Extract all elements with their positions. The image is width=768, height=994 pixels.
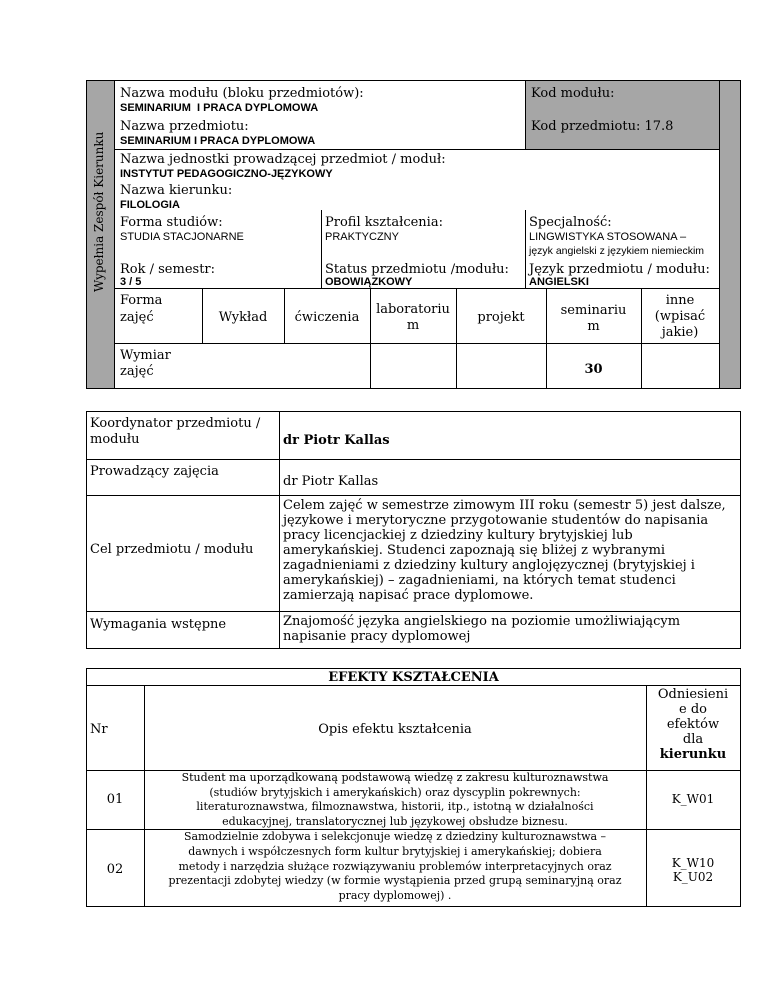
- hours-label-2: zajęć: [120, 364, 154, 379]
- teacher-label: Prowadzący zajęcia: [90, 464, 219, 479]
- goal-line: pracy licencjackiej z dziedziny kultury brytyjskiej lub: [283, 528, 633, 543]
- lecture-header: Wykład: [218, 310, 268, 325]
- outcome-reference-line: K_U02: [672, 870, 714, 884]
- seminar-header: seminariu: [560, 303, 627, 318]
- outcome-line: Samodzielnie zdobywa i selekcjonuje wiedzę z dziedziny kulturoznawstwa –: [183, 830, 607, 843]
- column-reference-line: e do: [679, 702, 707, 717]
- module-code-label: Kod modułu:: [531, 86, 615, 101]
- subject-name-value: SEMINARIUM I PRACA DYPLOMOWA: [120, 135, 316, 147]
- column-nr: Nr: [90, 722, 108, 737]
- lab-header-2: m: [406, 318, 420, 333]
- goal-line: amerykańskiej. Studenci zapoznają się bliżej z wybranymi: [283, 543, 666, 558]
- other-header: inne: [665, 293, 695, 308]
- outcome-description: [146, 771, 644, 829]
- outcome-line: pracy dyplomowej) .: [338, 889, 452, 903]
- outcomes-title: EFEKTY KSZTAŁCENIA: [328, 670, 499, 685]
- specialty-label: Specjalność:: [529, 215, 612, 230]
- other-header-3: jakie): [661, 325, 699, 340]
- outcome-description: [146, 830, 644, 904]
- subject-name-label: Nazwa przedmiotu:: [120, 119, 249, 134]
- outcome-line: dawnych i współczesnych form kultur brytyjskiej i amerykańskiej; dobiera: [188, 844, 602, 858]
- status-value: OBOWIĄZKOWY: [325, 276, 413, 288]
- outcome-reference: [646, 856, 740, 884]
- goal-line: Celem zajęć w semestrze zimowym III roku (semestr 5) jest dalsze,: [283, 498, 726, 513]
- goal-text: [283, 498, 739, 603]
- goal-label: Cel przedmiotu / modułu: [90, 542, 254, 557]
- column-reference-line: dla: [682, 732, 704, 747]
- outcome-line: Student ma uporządkowaną podstawową wiedzę z zakresu kulturoznawstwa: [181, 771, 609, 784]
- outcome-line: (studiów brytyjskich i amerykańskich) oraz dyscyplin pokrewnych:: [209, 785, 581, 799]
- outcome-line: literaturoznawstwa, filmoznawstwa, historii, itp., istotną w działalności: [196, 800, 594, 813]
- specialty-value: LINGWISTYKA STOSOWANA –: [529, 231, 687, 243]
- form-label-2: zajęć: [120, 310, 154, 325]
- coordinator-label: Koordynator przedmiotu /: [90, 416, 261, 431]
- outcome-line: prezentacji zdobytej wiedzy (w formie wystąpienia przed grupą seminaryjną oraz: [168, 874, 622, 888]
- field-value: FILOLOGIA: [120, 199, 180, 211]
- study-form-value: STUDIA STACJONARNE: [120, 231, 244, 243]
- other-header-2: (wpisać: [654, 309, 706, 324]
- goal-line: zagadnieniami z dziedziny kultury anglojęzycznej (brytyjskiej i: [283, 558, 695, 573]
- module-name-label: Nazwa modułu (bloku przedmiotów):: [120, 86, 364, 101]
- language-label: Język przedmiotu / modułu:: [529, 262, 710, 277]
- requirements-label: Wymagania wstępne: [90, 617, 227, 632]
- hours-label: Wymiar: [120, 348, 171, 363]
- unit-value: INSTYTUT PEDAGOGICZNO-JĘZYKOWY: [120, 168, 333, 180]
- outcome-nr: 02: [106, 862, 124, 877]
- profile-value: PRAKTYCZNY: [325, 231, 399, 243]
- column-reference-line: Odniesieni: [657, 687, 729, 702]
- goal-line: zamierzają napisać prace dyplomowe.: [283, 588, 534, 603]
- seminar-header-2: m: [587, 319, 600, 334]
- module-name-value: SEMINARIUM I PRACA DYPLOMOWA: [120, 102, 319, 114]
- project-header: projekt: [477, 310, 525, 325]
- field-label: Nazwa kierunku:: [120, 183, 233, 198]
- unit-label: Nazwa jednostki prowadzącej przedmiot / moduł:: [120, 152, 446, 167]
- goal-line: amerykańskiej) – zagadnieniami, na których temat studenci: [283, 573, 676, 588]
- status-label: Status przedmiotu /modułu:: [325, 262, 509, 277]
- coordinator-value: dr Piotr Kallas: [283, 433, 390, 448]
- exercises-header: ćwiczenia: [294, 310, 360, 325]
- coordinator-label-2: modułu: [90, 432, 140, 447]
- year-value: 3 / 5: [120, 276, 142, 288]
- outcome-line: edukacyjnej, translatorycznej lub językowej obsłudze biznesu.: [222, 814, 568, 828]
- outcome-line: metody i narzędzia służące rozwiązywaniu problemów interpretacyjnych oraz: [178, 859, 612, 873]
- seminar-hours: 30: [584, 362, 603, 377]
- column-reference-bold: kierunku: [659, 747, 727, 762]
- sidebar-label: Wypełnia Zespół Kierunku: [92, 131, 106, 292]
- specialty-value-detail: język angielski z językiem niemieckim: [529, 245, 705, 257]
- goal-line: językowe i merytoryczne przygotowanie studentów do napisania: [283, 513, 709, 528]
- requirements-line: Znajomość języka angielskiego na poziomie umożliwiającym: [283, 614, 681, 629]
- outcome-nr: 01: [106, 792, 124, 807]
- lab-header: laboratoriu: [376, 302, 450, 317]
- column-reference-line: efektów: [666, 717, 720, 732]
- form-label: Forma: [120, 293, 163, 308]
- column-description: Opis efektu kształcenia: [318, 722, 472, 737]
- year-label: Rok / semestr:: [120, 262, 216, 277]
- right-gray-strip: [719, 81, 740, 388]
- teacher-value: dr Piotr Kallas: [283, 474, 379, 489]
- profile-label: Profil kształcenia:: [325, 215, 443, 230]
- requirements-line: napisanie pracy dyplomowej: [283, 629, 471, 644]
- study-form-label: Forma studiów:: [120, 215, 223, 230]
- outcome-reference-line: K_W10: [671, 856, 715, 870]
- outcome-reference: K_W01: [671, 792, 715, 806]
- subject-code-label: Kod przedmiotu: 17.8: [531, 119, 674, 134]
- column-reference: [646, 687, 740, 762]
- requirements-text: [283, 614, 739, 644]
- language-value: ANGIELSKI: [529, 276, 589, 288]
